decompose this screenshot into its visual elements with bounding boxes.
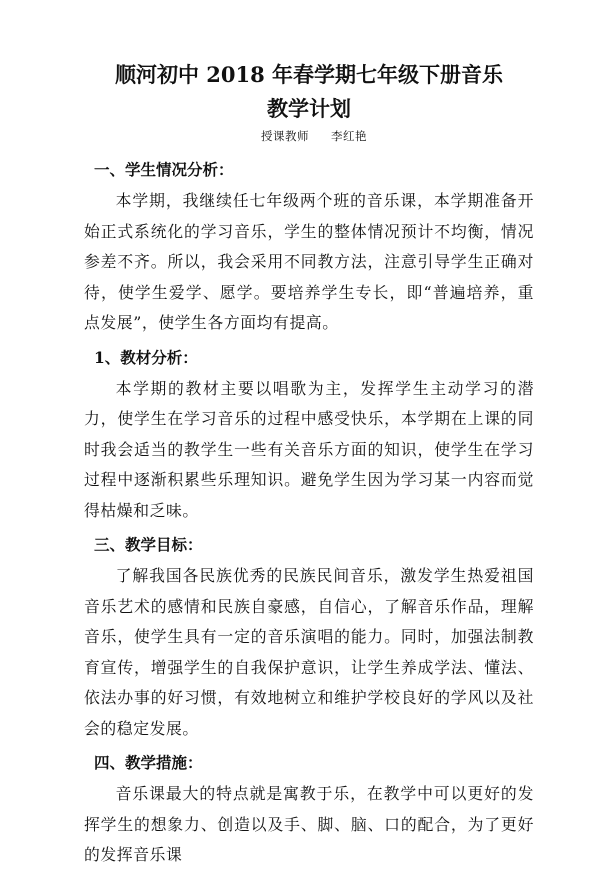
section-paragraph: 音乐课最大的特点就是寓教于乐，在教学中可以更好的发挥学生的想象力、创造以及手、脚、脑、口的配合，为了更好的发挥音乐课 xyxy=(84,784,534,864)
author-label: 授课教师 xyxy=(261,129,309,143)
section-textbook-analysis xyxy=(84,341,534,527)
title-line-2: 教学计划 xyxy=(267,96,351,121)
title-line-1: 顺河初中 2018 年春学期七年级下册音乐 xyxy=(114,62,504,87)
section-paragraph: 本学期，我继续任七年级两个班的音乐课，本学期准备开始正式系统化的学习音乐，学生的整体情况预计不均衡，情况参差不齐。所以，我会采用不同教方法，注意引导学生正确对待，使学生爱学、愿学。要培养学生专长，即“普遍培养，重点发展”，使学生各方面均有提高。 xyxy=(84,191,534,332)
section-heading: 四、教学措施： xyxy=(94,753,203,772)
section-heading: 1、教材分析： xyxy=(94,347,198,367)
document-title xyxy=(84,60,534,124)
author-name: 李红艳 xyxy=(331,129,367,143)
section-heading: 三、教学目标： xyxy=(94,535,203,554)
section-paragraph: 了解我国各民族优秀的民族民间音乐，激发学生热爱祖国音乐艺术的感情和民族自豪感，自信心，了解音乐作品，理解音乐，使学生具有一定的音乐演唱的能力。同时，加强法制教育宣传，增强学生的自我保护意识，让学生养成学法、懂法、依法办事的好习惯，有效地树立和维护学校良好的学风以及社会的稳定发展。 xyxy=(84,566,534,738)
section-heading: 一、学生情况分析： xyxy=(94,160,234,179)
author-line xyxy=(84,127,534,145)
section-paragraph: 本学期的教材主要以唱歌为主，发挥学生主动学习的潜力，使学生在学习音乐的过程中感受快乐，本学期在上课的同时我会适当的教学生一些有关音乐方面的知识，使学生在学习过程中逐渐积累些乐理知识。避免学生因为学习某一内容而觉得枯燥和乏味。 xyxy=(84,378,534,520)
section-teaching-measures xyxy=(84,746,534,871)
section-student-analysis xyxy=(84,153,534,339)
section-teaching-goals xyxy=(84,528,534,744)
